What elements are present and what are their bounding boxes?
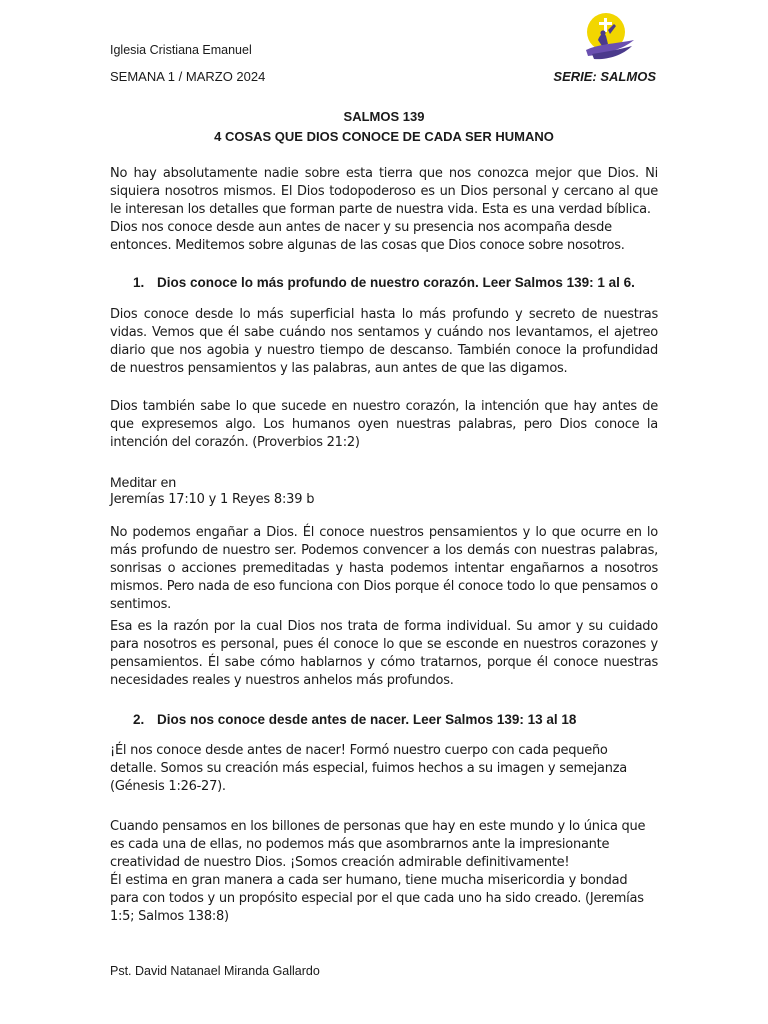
section-1-heading [133,273,663,293]
section-2-paragraph-1: ¡Él nos conoce desde antes de nacer! Formó nuestro cuerpo con cada pequeño detalle. Somos su creación más especial, fuimos hechos a su imagen y semejanza (Génesis 1:26-27). [110,743,627,795]
section-1-paragraph-4: Esa es la razón por la cual Dios nos trata de forma individual. Su amor y su cuidado para nosotros es personal, pues él conoce lo que se esconde en nuestros corazones y pensamientos. Él sabe cómo hablarnos y cómo tratarnos, porque él conoce nuestras necesidades reales y nuestros anhelos más profundos. [110,619,658,689]
section-1-title: Dios conoce lo más profundo de nuestro corazón. Leer Salmos 139: 1 al 6. [157,275,635,290]
section-2-paragraph-2: Cuando pensamos en los billones de personas que hay en este mundo y lo única que es cada una de ellas, no podemos más que asombrarnos ante la impresionante creatividad de nuestro Dios. ¡Somos creación admirable definitivamente! [110,819,646,871]
section-2-paragraph-3: Él estima en gran manera a cada ser humano, tiene mucha misericordia y bondad para con todos y un propósito especial por el que cada uno ha sido creado. (Jeremías 1:5; Salmos 138:8) [110,873,644,925]
intro-paragraph-1: No hay absolutamente nadie sobre esta tierra que nos conozca mejor que Dios. Ni siquiera nosotros mismos. El Dios todopoderoso es un Dios personal y cercano al que le interesan los detalles que forman parte de nuestra vida. Esta es una verdad bíblica. [110,166,658,218]
section-2-number: 2. [133,712,145,727]
section-1-number: 1. [133,275,145,290]
week-label: SEMANA 1 / MARZO 2024 [110,69,266,84]
section-1-paragraph-1: Dios conoce desde lo más superficial hasta lo más profundo y secreto de nuestras vidas. Vemos que él sabe cuándo nos sentamos y cuándo nos levantamos, el ajetreo diario que nos agobia y nuestro tiempo de descanso. También conoce la profundidad de nuestros pensamientos y las palabras, aun antes de que las digamos. [110,307,658,377]
section-2-title: Dios nos conoce desde antes de nacer. Leer Salmos 139: 13 al 18 [157,712,577,727]
meditar-label: Meditar en [110,474,177,490]
title-line-1: SALMOS 139 [343,109,425,124]
title-block [110,107,658,147]
series-label: SERIE: SALMOS [553,69,656,84]
church-name: Iglesia Cristiana Emanuel [110,43,252,57]
author-footer: Pst. David Natanael Miranda Gallardo [110,964,320,978]
section-1-paragraph-3: No podemos engañar a Dios. Él conoce nuestros pensamientos y lo que ocurre en lo más profundo de nuestro ser. Podemos convencer a los demás con nuestras palabras, sonrisas o acciones premeditadas y hasta podemos intentar engañarnos a nosotros mismos. Pero nada de eso funciona con Dios porque él conoce todo lo que pensamos o sentimos. [110,525,658,613]
intro-paragraph-2: Dios nos conoce desde aun antes de nacer y su presencia nos acompaña desde entonces. Meditemos sobre algunas de las cosas que Dios conoce sobre nosotros. [110,220,625,254]
title-line-2: 4 COSAS QUE DIOS CONOCE DE CADA SER HUMANO [214,129,554,144]
section-2-heading [133,710,663,730]
church-logo [578,10,636,62]
section-1-paragraph-2: Dios también sabe lo que sucede en nuestro corazón, la intención que hay antes de que expresemos algo. Los humanos oyen nuestras palabras, pero Dios conoce la intención del corazón. (Proverbios 21:2) [110,399,658,451]
meditar-reference: Jeremías 17:10 y 1 Reyes 8:39 b [110,492,315,507]
